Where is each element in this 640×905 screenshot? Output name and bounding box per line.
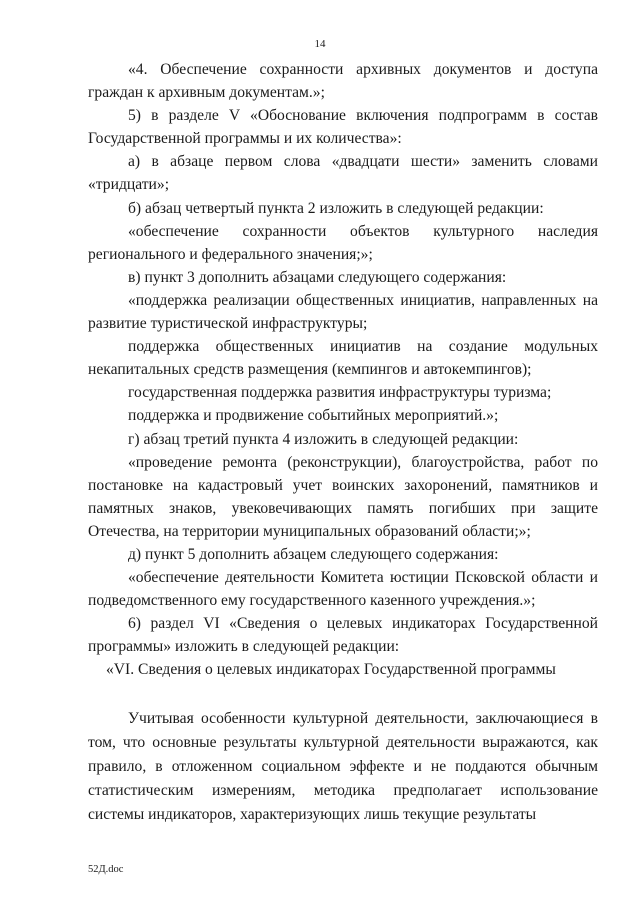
paragraph-15: 6) раздел VI «Сведения о целевых индикаторах Государственной программы» изложить в следующей редакции:: [88, 615, 598, 656]
paragraph-14: «обеспечение деятельности Комитета юстиции Псковской области и подведомственного ему государственного казенного учреждения.»;: [88, 569, 598, 610]
paragraph-3: а) в абзаце первом слова «двадцати шести» заменить словами «тридцати»;: [88, 153, 598, 194]
paragraph-7: «поддержка реализации общественных инициатив, направленных на развитие туристической инфраструктуры;: [88, 291, 598, 333]
paragraph-4: б) абзац четвертый пункта 2 изложить в следующей редакции:: [128, 199, 544, 217]
paragraph-5: «обеспечение сохранности объектов культурного наследия регионального и федерального значения;»;: [88, 222, 598, 263]
paragraph-11: г) абзац третий пункта 4 изложить в следующей редакции:: [128, 430, 519, 448]
paragraph-8: поддержка общественных инициатив на создание модульных некапитальных средств размещения (кемпингов и автокемпингов);: [88, 338, 598, 379]
paragraph-13: д) пункт 5 дополнить абзацем следующего содержания:: [128, 545, 499, 563]
paragraph-2: 5) в разделе V «Обоснование включения подпрограмм в состав Государственной программы и их количества»:: [88, 107, 598, 148]
body-paragraph: Учитывая особенности культурной деятельности, заключающиеся в том, что основные результаты культурной деятельности выражаются, как правило, в отложенном социальном эффекте и не поддаются обычным статистическим измерениям, методика предполагает использование системы индикаторов, характеризующих лишь текущие результаты: [88, 709, 598, 823]
section-heading: «VI. Сведения о целевых индикаторах Государственной программы: [106, 661, 556, 679]
paragraph-9: государственная поддержка развития инфраструктуры туризма;: [128, 384, 552, 402]
section-gap: [88, 682, 598, 707]
page-number: 14: [314, 38, 326, 50]
paragraph-6: в) пункт 3 дополнить абзацами следующего содержания:: [128, 268, 507, 286]
footer-filename: 52Д.doc: [88, 864, 124, 875]
paragraph-12: «проведение ремонта (реконструкции), благоустройства, работ по постановке на кадастровый учет воинских захоронений, памятников и памятных знаков, увековечивающих память погибших при защите Отечества, на территории муниципальных образований области;»;: [88, 453, 598, 540]
paragraph-1: «4. Обеспечение сохранности архивных документов и доступа граждан к архивным документам.»;: [88, 61, 598, 102]
paragraph-10: поддержка и продвижение событийных мероприятий.»;: [128, 407, 499, 425]
document-body: [88, 58, 598, 827]
